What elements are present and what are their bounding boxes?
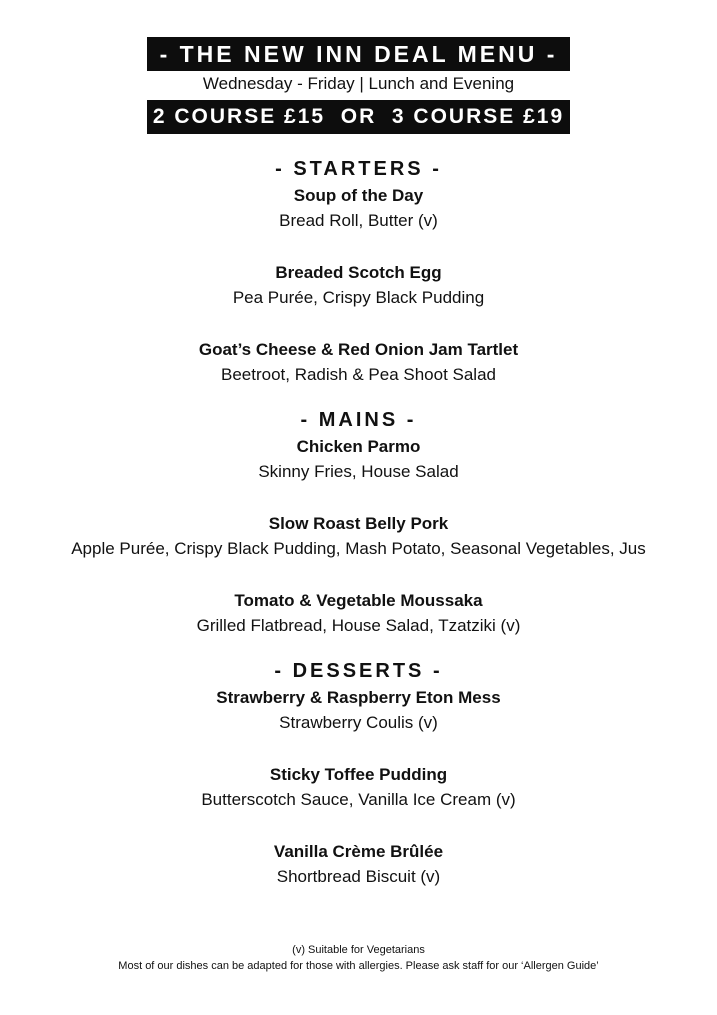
dish-name: Breaded Scotch Egg	[275, 263, 442, 282]
dish-description: Butterscotch Sauce, Vanilla Ice Cream (v)	[201, 790, 516, 809]
section-heading: - DESSERTS -	[274, 660, 443, 682]
dish-item	[0, 685, 717, 736]
pricing-banner: 2 COURSE £15 OR 3 COURSE £19	[147, 100, 570, 134]
dish-item	[0, 839, 717, 890]
menu-footer	[0, 942, 717, 974]
dish-description: Apple Purée, Crispy Black Pudding, Mash Potato, Seasonal Vegetables, Jus	[71, 539, 646, 558]
dish-item	[0, 762, 717, 813]
section-heading: - STARTERS -	[275, 158, 442, 180]
section-mains	[0, 406, 717, 639]
menu-title-banner: - THE NEW INN DEAL MENU -	[147, 37, 570, 71]
dish-name: Slow Roast Belly Pork	[268, 514, 449, 533]
menu-body	[0, 155, 717, 890]
dish-item	[0, 183, 717, 234]
allergy-note: Most of our dishes can be adapted for those with allergies. Please ask staff for our ‘Allergen Guide’	[118, 960, 599, 972]
dish-description: Shortbread Biscuit (v)	[276, 867, 441, 886]
dish-name: Sticky Toffee Pudding	[269, 765, 448, 784]
section-heading: - MAINS -	[300, 409, 417, 431]
dish-description: Skinny Fries, House Salad	[258, 462, 459, 481]
dish-description: Grilled Flatbread, House Salad, Tzatziki (v)	[196, 616, 521, 635]
dish-name: Strawberry & Raspberry Eton Mess	[216, 688, 501, 707]
dish-item	[0, 588, 717, 639]
dish-description: Beetroot, Radish & Pea Shoot Salad	[220, 365, 496, 384]
dish-item	[0, 260, 717, 311]
section-starters	[0, 155, 717, 388]
section-desserts	[0, 657, 717, 890]
dish-name: Chicken Parmo	[296, 437, 421, 456]
dish-description: Bread Roll, Butter (v)	[279, 211, 438, 230]
dish-item	[0, 434, 717, 485]
menu-subtitle: Wednesday - Friday | Lunch and Evening	[202, 74, 515, 93]
dish-item	[0, 337, 717, 388]
dish-name: Vanilla Crème Brûlée	[273, 842, 444, 861]
dish-description: Strawberry Coulis (v)	[279, 713, 438, 732]
dish-name: Goat’s Cheese & Red Onion Jam Tartlet	[198, 340, 519, 359]
vegetarian-note: (v) Suitable for Vegetarians	[292, 944, 425, 956]
dish-name: Soup of the Day	[293, 186, 424, 205]
dish-description: Pea Purée, Crispy Black Pudding	[232, 288, 485, 307]
dish-item	[0, 511, 717, 562]
dish-name: Tomato & Vegetable Moussaka	[234, 591, 483, 610]
